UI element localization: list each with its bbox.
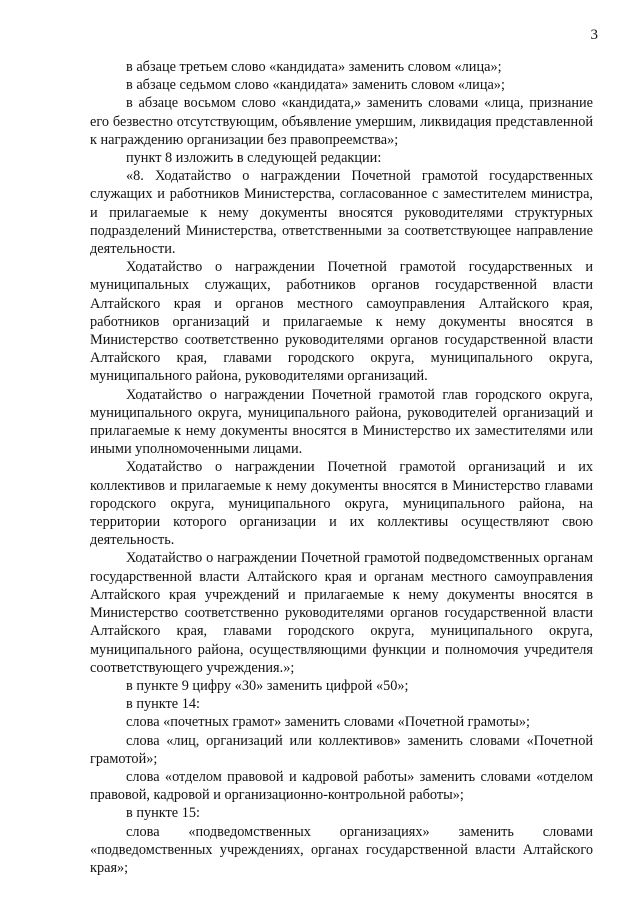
paragraph-15: в пункте 15: xyxy=(126,805,200,822)
paragraph-10: в пункте 9 цифру «30» заменить цифрой «50»; xyxy=(126,677,409,694)
paragraph-3: в абзаце восьмом слово «кандидата,» заменить словами «лица, признание его безвестно отсутствующим, объявление умершим, ликвидация представленной к награждению организации без правопреемства»; xyxy=(90,95,593,148)
paragraph-6: Ходатайство о награждении Почетной грамотой государственных и муниципальных служащих, работников органов государственной власти Алтайского края и органов местного самоуправления Алтайского края, работников организаций и прилагаемые к нему документы вносятся в Министерство соответственно руководителями органов государственной власти Алтайского края, главами городского округа, муниципального округа, муниципального района, руководителями организаций. xyxy=(90,259,593,385)
paragraph-14: слова «отделом правовой и кадровой работы» заменить словами «отделом правовой, кадровой и организационно-контрольной работы»; xyxy=(90,768,593,804)
paragraph-11: в пункте 14: xyxy=(126,696,200,713)
paragraph-12: слова «почетных грамот» заменить словами «Почетной грамоты»; xyxy=(126,714,531,731)
paragraph-2: в абзаце седьмом слово «кандидата» заменить словом «лица»; xyxy=(126,77,505,94)
paragraph-7: Ходатайство о награждении Почетной грамотой глав городского округа, муниципального округа, муниципального района, руководителей организаций и прилагаемые к нему документы вносятся в Министерство их заместителями или иными уполномоченными лицами. xyxy=(90,386,593,458)
paragraph-5: «8. Ходатайство о награждении Почетной грамотой государственных служащих и работников Министерства, согласованное с заместителем министра, и прилагаемые к нему документы вносятся руководителями структурных подразделений Министерства, ответственными за соответствующее направление деятельности. xyxy=(90,168,593,258)
paragraph-4: пункт 8 изложить в следующей редакции: xyxy=(126,150,382,167)
paragraph-8: Ходатайство о награждении Почетной грамотой организаций и их коллективов и прилагаемые к нему документы вносятся в Министерство главами городского округа, муниципального округа, муниципального района, на территории которого организации и их коллективы осуществляют свою деятельность. xyxy=(90,459,593,549)
paragraph-9: Ходатайство о награждении Почетной грамотой подведомственных органам государственной власти Алтайского края и органам местного самоуправления Алтайского края учреждений и прилагаемые к нему документы вносятся в Министерство соответственно руководителями органов государственной власти Алтайского края, главами городского округа, муниципального округа, муниципального района, осуществляющими функции и полномочия учредителя соответствующего учреждения.»; xyxy=(90,550,593,676)
document-body xyxy=(90,58,593,877)
paragraph-13: слова «лиц, организаций или коллективов» заменить словами «Почетной грамотой»; xyxy=(90,732,593,767)
paragraph-16: слова «подведомственных организациях» заменить словами «подведомственных учреждениях, органах государственной власти Алтайского края»; xyxy=(90,823,593,876)
paragraph-1: в абзаце третьем слово «кандидата» заменить словом «лица»; xyxy=(126,59,502,75)
page-number: 3 xyxy=(590,27,598,43)
